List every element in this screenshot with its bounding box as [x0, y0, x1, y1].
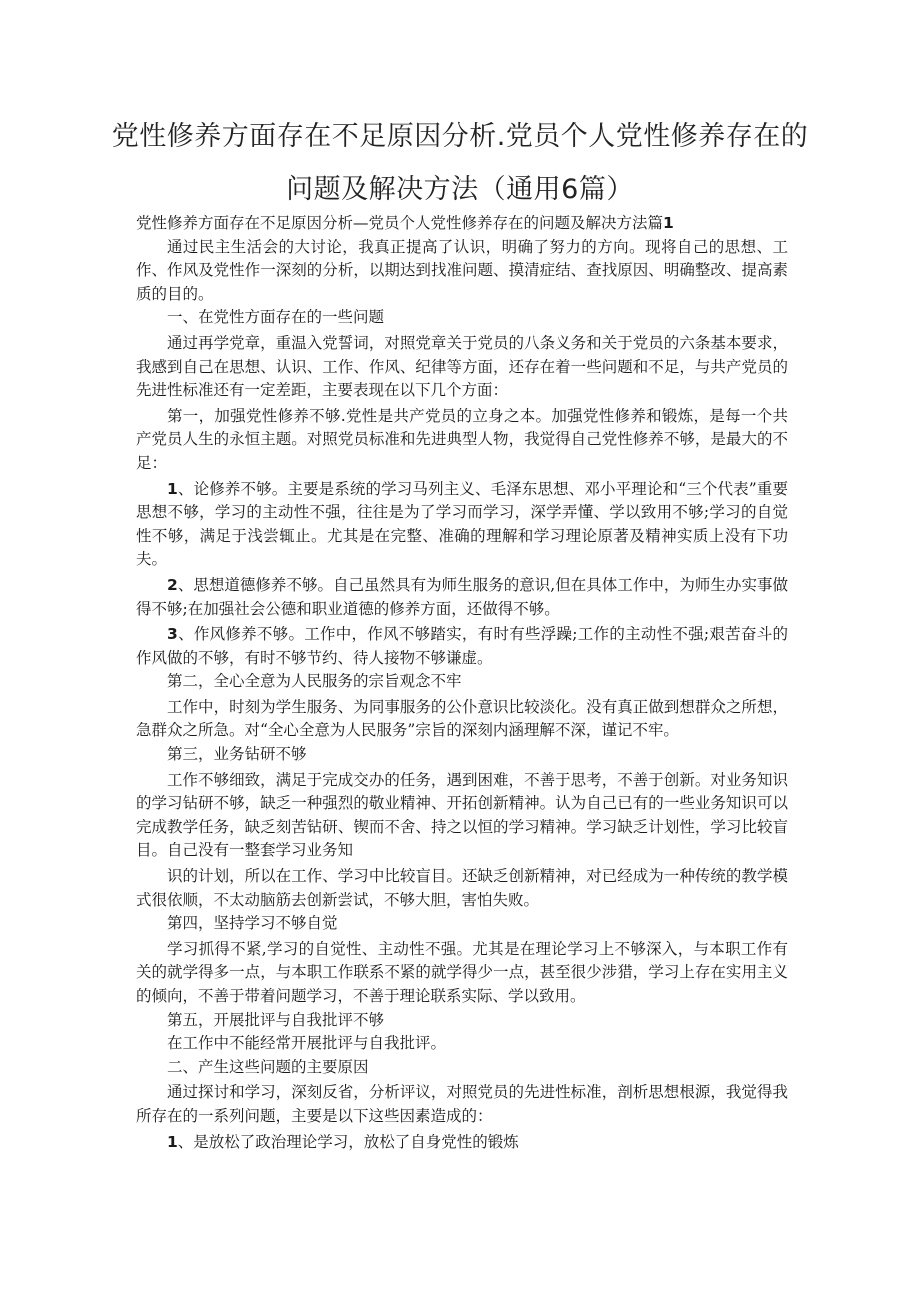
- numbered-item-2: [136, 574, 788, 621]
- item-text: 、作风修养不够。工作中，作风不够踏实，有时有些浮躁;工作的主动性不强;艰苦奋斗的作风做的不够，有时不够节约、待人接物不够谦虚。: [136, 625, 788, 667]
- paragraph-business-study: 工作不够细致，满足于完成交办的任务，遇到困难，不善于思考，不善于创新。对业务知识的学习钻研不够，缺乏一种强烈的敬业精神、开拓创新精神。认为自己已有的一些业务知识可以完成教学任务，缺乏刻苦钻研、锲而不舍、持之以恒的学习精神。学习缺乏计划性，学习比较盲目。自己没有一整套学习业务知: [136, 770, 788, 860]
- numbered-item-4: [136, 1131, 788, 1155]
- item-number: 1: [167, 1132, 178, 1151]
- subtitle-number: 1: [663, 214, 674, 232]
- heading-section-2: 二、产生这些问题的主要原因: [167, 1057, 369, 1076]
- heading-third-point: 第三，业务钻研不够: [167, 745, 307, 764]
- item-number: 2: [167, 575, 178, 594]
- subtitle-text: 党性修养方面存在不足原因分析—党员个人党性修养存在的问题及解决方法篇: [136, 214, 664, 232]
- paragraph-learning: 学习抓得不紧,学习的自觉性、主动性不强。尤其是在理论学习上不够深入，与本职工作有关的就学得多一点，与本职工作联系不紧的就学得少一点，甚至很少涉猎，学习上存在实用主义的倾向，不善于带着问题学习，不善于理论联系实际、学以致用。: [136, 939, 788, 1005]
- paragraph-innovation: 识的计划，所以在工作、学习中比较盲目。还缺乏创新精神，对已经成为一种传统的教学模式很依顺，不太动脑筋去创新尝试，不够大胆，害怕失败。: [136, 867, 788, 909]
- numbered-item-3: [136, 623, 788, 670]
- paragraph-reasons: 通过探讨和学习，深刻反省，分析评议，对照党员的先进性标准，剖析思想根源，我觉得我所存在的一系列问题，主要是以下这些因素造成的：: [136, 1083, 788, 1125]
- document-title-line-1: 党性修养方面存在不足原因分析.党员个人党性修养存在的: [111, 121, 809, 152]
- document-title-line-2: 问题及解决方法（通用6篇）: [286, 174, 634, 205]
- paragraph-service: 工作中，时刻为学生服务、为同事服务的公仆意识比较淡化。没有真正做到想群众之所想，急群众之所急。对“全心全意为人民服务”宗旨的深刻内涵理解不深，谨记不牢。: [136, 697, 788, 740]
- section-subtitle: [136, 212, 788, 236]
- item-text: 、思想道德修养不够。自己虽然具有为师生服务的意识,但在具体工作中，为师生办实事做得不够;在加强社会公德和职业道德的修养方面，还做得不够。: [136, 575, 788, 618]
- heading-second-point: 第二，全心全意为人民服务的宗旨观念不牢: [167, 672, 462, 691]
- item-text: 、是放松了政治理论学习，放松了自身党性的锻炼: [177, 1132, 519, 1151]
- heading-fifth-point: 第五，开展批评与自我批评不够: [167, 1010, 385, 1029]
- item-number: 3: [167, 625, 178, 644]
- paragraph-party-constitution: 通过再学党章，重温入党誓词，对照党章关于党员的八条义务和关于党员的六条基本要求，我感到自己在思想、认识、工作、作风、纪律等方面，还存在着一些问题和不足，与共产党员的先进性标准还有一定差距，主要表现在以下几个方面：: [136, 333, 788, 400]
- numbered-item-1: [136, 478, 788, 572]
- heading-fourth-point: 第四，坚持学习不够自觉: [167, 914, 338, 933]
- document-body: [136, 212, 788, 1154]
- item-number: 1: [167, 479, 178, 498]
- item-text: 、论修养不够。主要是系统的学习马列主义、毛泽东思想、邓小平理论和“三个代表”重要思想不够，学习的主动性不强，往往是为了学习而学习，深学弄懂、学以致用不够;学习的自觉性不够，满足于浅尝辄止。尤其是在完整、准确的理解和学习理论原著及精神实质上没有下功夫。: [136, 479, 788, 569]
- paragraph-criticism: 在工作中不能经常开展批评与自我批评。: [167, 1034, 447, 1053]
- heading-section-1: 一、在党性方面存在的一些问题: [167, 308, 385, 327]
- paragraph-intro: 通过民主生活会的大讨论，我真正提高了认识，明确了努力的方向。现将自己的思想、工作、作风及党性作一深刻的分析，以期达到找准问题、摸清症结、查找原因、明确整改、提高素质的目的。: [136, 237, 788, 303]
- paragraph-first-point: 第一，加强党性修养不够.党性是共产党员的立身之本。加强党性修养和锻炼，是每一个共产党员人生的永恒主题。对照党员标准和先进典型人物，我觉得自己党性修养不够，是最大的不足：: [136, 406, 788, 472]
